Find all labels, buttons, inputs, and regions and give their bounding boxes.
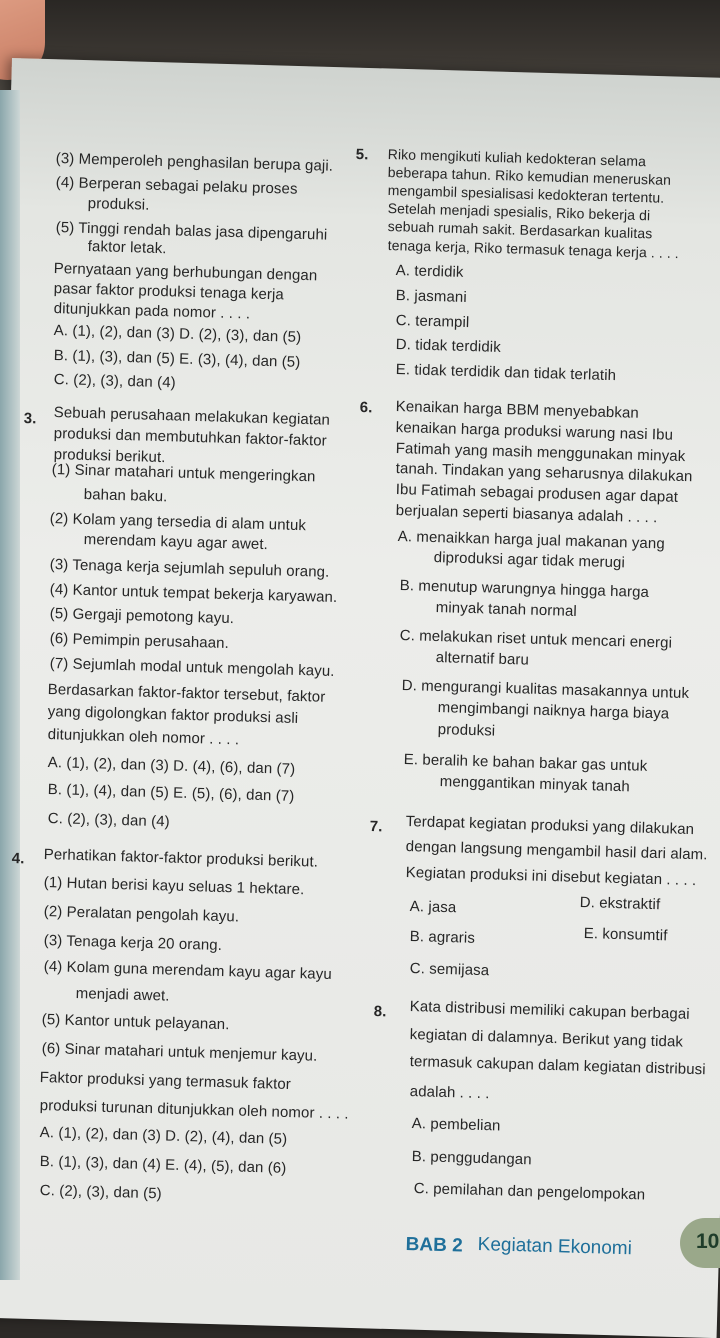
q2-option-5: (5) Tinggi rendah balas jasa dipengaruhi bbox=[55, 219, 328, 244]
q5-option-b: B. jasmani bbox=[395, 287, 468, 306]
q3-answers-c: C. (2), (3), dan (4) bbox=[47, 810, 170, 831]
q5-stem-line1: Riko mengikuti kuliah kedokteran selama bbox=[387, 145, 647, 170]
q4-stem: Perhatikan faktor-faktor produksi berikut. bbox=[43, 846, 319, 871]
q4-item-2: (2) Peralatan pengolah kayu. bbox=[43, 903, 240, 926]
q3-prompt-line3: ditunjukkan oleh nomor . . . . bbox=[47, 726, 240, 749]
q8-stem-line1: Kata distribusi memiliki cakupan berbagai bbox=[409, 998, 690, 1023]
q4-item-3: (3) Tenaga kerja 20 orang. bbox=[43, 932, 223, 954]
q3-item-2-cont: merendam kayu agar awet. bbox=[83, 531, 269, 554]
q4-item-4-cont: menjadi awet. bbox=[75, 985, 170, 1005]
q7-option-e: E. konsumtif bbox=[583, 925, 668, 945]
q2-option-4-cont: produksi. bbox=[87, 195, 150, 214]
q3-answers-be: B. (1), (4), dan (5) E. (5), (6), dan (7) bbox=[47, 781, 295, 805]
q3-item-4: (4) Kantor untuk tempat bekerja karyawan. bbox=[49, 581, 338, 607]
q6-option-c-cont: alternatif baru bbox=[435, 649, 530, 669]
q6-number: 6. bbox=[359, 399, 373, 417]
q7-option-b: B. agraris bbox=[409, 928, 476, 947]
q7-option-d: D. ekstraktif bbox=[579, 894, 661, 914]
q6-option-e: E. beralih ke bahan bakar gas untuk bbox=[403, 751, 648, 775]
q4-answers-c: C. (2), (3), dan (5) bbox=[39, 1182, 162, 1203]
q5-option-c: C. terampil bbox=[395, 312, 470, 332]
q8-stem-line4: adalah . . . . bbox=[409, 1083, 490, 1103]
q3-stem-line3: produksi berikut. bbox=[53, 446, 166, 467]
q4-item-6: (6) Sinar matahari untuk menjemur kayu. bbox=[41, 1040, 318, 1065]
q6-stem-line6: berjualan seperti biasanya adalah . . . . bbox=[395, 502, 658, 527]
q7-stem-line1: Terdapat kegiatan produksi yang dilakukan bbox=[405, 813, 695, 839]
q4-answers-ad: A. (1), (2), dan (3) D. (2), (4), dan (5) bbox=[39, 1124, 288, 1148]
q5-stem-line5: sebuah rumah sakit. Berdasarkan kualitas bbox=[387, 217, 653, 242]
q3-item-1-cont: bahan baku. bbox=[83, 486, 168, 506]
q3-number: 3. bbox=[23, 410, 37, 428]
q3-item-6: (6) Pemimpin perusahaan. bbox=[49, 630, 230, 652]
q5-number: 5. bbox=[355, 146, 369, 164]
q5-option-a: A. terdidik bbox=[395, 262, 464, 281]
q2-prompt-line2: pasar faktor produksi tenaga kerja bbox=[53, 280, 285, 304]
q8-stem-line3: termasuk cakupan dalam kegiatan distribusi bbox=[409, 1053, 706, 1079]
q2-answers-ad: A. (1), (2), dan (3) D. (2), (3), dan (5) bbox=[53, 322, 302, 346]
q3-prompt-line2: yang digolongkan faktor produksi asli bbox=[47, 703, 299, 727]
q5-stem-line2: beberapa tahun. Riko kemudian meneruskan bbox=[387, 163, 672, 188]
q4-answers-be: B. (1), (3), dan (4) E. (4), (5), dan (6) bbox=[39, 1153, 287, 1177]
page-curl-edge bbox=[0, 90, 20, 1280]
q3-stem-line2: produksi dan membutuhkan faktor-faktor bbox=[53, 425, 328, 450]
q5-option-e: E. tidak terdidik dan tidak terlatih bbox=[395, 361, 617, 385]
q7-stem-line3: Kegiatan produksi ini disebut kegiatan . . . . bbox=[405, 864, 697, 890]
q6-option-d-cont2: produksi bbox=[437, 721, 496, 740]
q3-item-1: (1) Sinar matahari untuk mengeringkan bbox=[51, 461, 316, 486]
page-number: 10 bbox=[696, 1230, 720, 1253]
q3-item-2: (2) Kolam yang tersedia di alam untuk bbox=[49, 510, 307, 535]
q3-answers-ad: A. (1), (2), dan (3) D. (4), (6), dan (7) bbox=[47, 754, 296, 778]
q7-number: 7. bbox=[369, 818, 383, 836]
q2-prompt-line1: Pernyataan yang berhubungan dengan bbox=[53, 260, 318, 285]
q6-option-c: C. melakukan riset untuk mencari energi bbox=[399, 627, 673, 652]
q3-stem-line1: Sebuah perusahaan melakukan kegiatan bbox=[53, 404, 331, 429]
q6-option-a-cont: diproduksi agar tidak merugi bbox=[433, 549, 626, 572]
q6-option-b: B. menutup warungnya hingga harga bbox=[399, 577, 650, 601]
q7-stem-line2: dengan langsung mengambil hasil dari alam. bbox=[405, 838, 708, 864]
q8-option-a: A. pembelian bbox=[411, 1115, 501, 1135]
q2-answers-c: C. (2), (3), dan (4) bbox=[53, 371, 176, 392]
q3-item-3: (3) Tenaga kerja sejumlah sepuluh orang. bbox=[49, 556, 330, 581]
q5-stem-line4: Setelah menjadi spesialis, Riko bekerja di bbox=[387, 199, 651, 224]
q2-option-3: (3) Memperoleh penghasilan berupa gaji. bbox=[55, 150, 334, 175]
q7-option-c: C. semijasa bbox=[409, 960, 490, 980]
q2-option-5-cont: faktor letak. bbox=[87, 238, 167, 258]
q6-option-b-cont: minyak tanah normal bbox=[435, 599, 578, 620]
q4-item-1: (1) Hutan berisi kayu seluas 1 hektare. bbox=[43, 874, 305, 899]
q8-stem-line2: kegiatan di dalamnya. Berikut yang tidak bbox=[409, 1026, 684, 1051]
q6-option-d: D. mengurangi kualitas masakannya untuk bbox=[401, 677, 690, 703]
q4-prompt-line2: produksi turunan ditunjukkan oleh nomor . . . . bbox=[39, 1097, 349, 1123]
q3-item-5: (5) Gergaji pemotong kayu. bbox=[49, 605, 235, 628]
q6-option-a: A. menaikkan harga jual makanan yang bbox=[397, 528, 666, 553]
q2-answers-be: B. (1), (3), dan (5) E. (3), (4), dan (5) bbox=[53, 347, 301, 371]
q3-item-7: (7) Sejumlah modal untuk mengolah kayu. bbox=[49, 655, 335, 680]
q4-item-4: (4) Kolam guna merendam kayu agar kayu bbox=[43, 958, 333, 984]
q3-prompt-line1: Berdasarkan faktor-faktor tersebut, faktor bbox=[47, 681, 326, 706]
q6-stem-line2: kenaikan harga produksi warung nasi Ibu bbox=[395, 419, 674, 444]
q6-stem-line1: Kenaikan harga BBM menyebabkan bbox=[395, 398, 640, 422]
footer-chapter: BAB 2 bbox=[405, 1234, 463, 1257]
q6-stem-line5: Ibu Fatimah sebagai produsen agar dapat bbox=[395, 481, 679, 506]
q6-stem-line3: Fatimah yang masih menggunakan minyak bbox=[395, 440, 686, 466]
q4-number: 4. bbox=[11, 850, 25, 868]
q2-option-4: (4) Berperan sebagai pelaku proses bbox=[55, 174, 298, 198]
q8-option-b: B. penggudangan bbox=[411, 1148, 532, 1169]
footer-chapter-title: Kegiatan Ekonomi bbox=[477, 1234, 633, 1260]
q4-prompt-line1: Faktor produksi yang termasuk faktor bbox=[39, 1069, 292, 1094]
q7-option-a: A. jasa bbox=[409, 898, 457, 917]
q2-prompt-line3: ditunjukkan pada nomor . . . . bbox=[53, 300, 251, 323]
q5-stem-line3: mengambil spesialisasi kedokteran tertentu. bbox=[387, 181, 665, 206]
q6-option-d-cont1: mengimbangi naiknya harga biaya bbox=[437, 699, 670, 723]
q5-option-d: D. tidak terdidik bbox=[395, 336, 502, 356]
q6-option-e-cont: menggantikan minyak tanah bbox=[439, 773, 631, 796]
q4-item-5: (5) Kantor untuk pelayanan. bbox=[41, 1011, 230, 1034]
q6-stem-line4: tanah. Tindakan yang seharusnya dilakukan bbox=[395, 460, 693, 486]
q5-stem-line6: tenaga kerja, Riko termasuk tenaga kerja . . . . bbox=[387, 236, 680, 262]
q8-number: 8. bbox=[373, 1003, 387, 1021]
q8-option-c: C. pemilahan dan pengelompokan bbox=[413, 1180, 646, 1204]
